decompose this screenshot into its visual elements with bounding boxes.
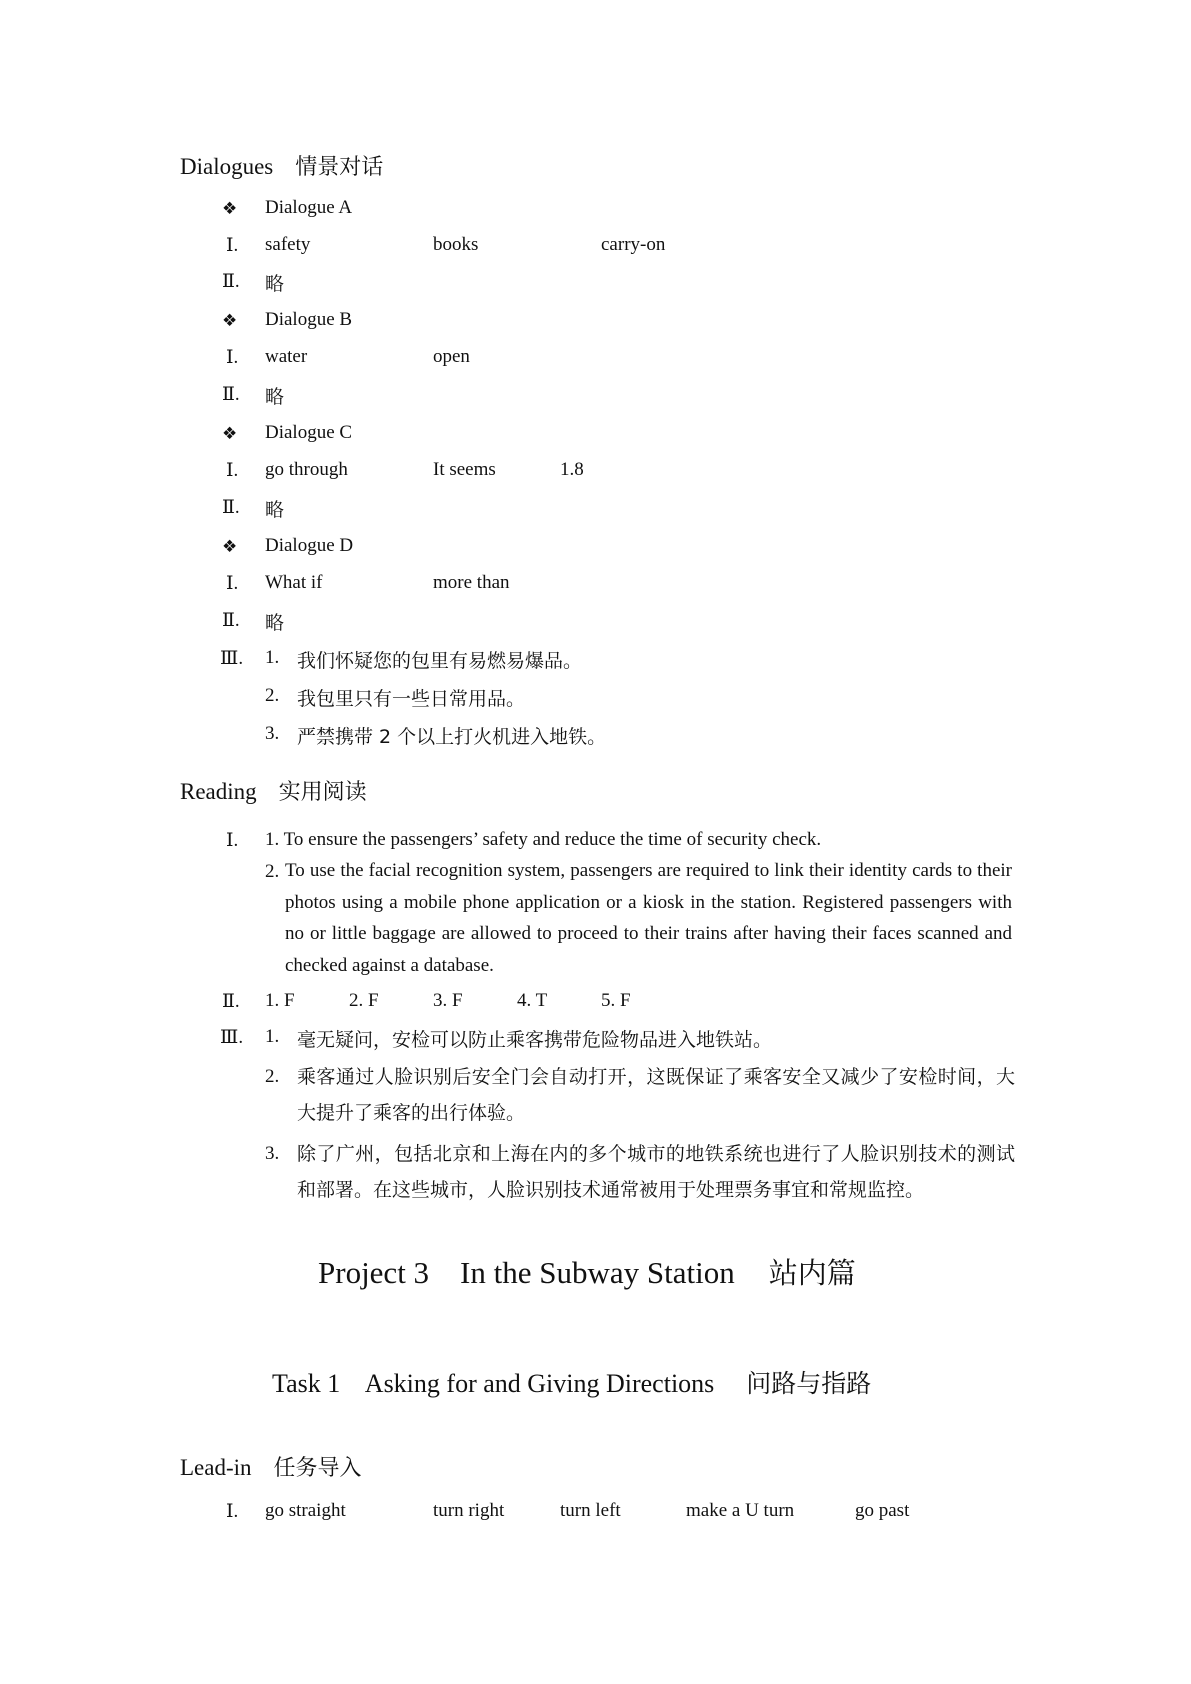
translation-number: 1. xyxy=(265,647,280,668)
bullet-diamond-icon: ❖ xyxy=(222,311,238,331)
direction-phrase: make a U turn xyxy=(686,1500,795,1521)
answer-word: 1.8 xyxy=(560,459,584,480)
roman-numeral: Ⅰ. xyxy=(226,460,239,481)
answer-word: books xyxy=(433,234,479,255)
bullet-diamond-icon: ❖ xyxy=(222,424,238,444)
omitted-text: 略 xyxy=(265,499,285,521)
answer-word: What if xyxy=(265,572,323,593)
reading-heading xyxy=(180,775,367,806)
roman-numeral: Ⅱ. xyxy=(222,610,240,631)
omitted-text: 略 xyxy=(265,386,285,408)
bullet-diamond-icon: ❖ xyxy=(222,537,238,557)
dialogues-heading-en: Dialogues xyxy=(180,154,274,179)
answer-word: water xyxy=(265,346,308,367)
dialogue-c-title: Dialogue C xyxy=(265,422,353,443)
answer-word: go through xyxy=(265,459,348,480)
answer-word: It seems xyxy=(433,459,496,480)
translation-number: 2. xyxy=(265,1066,280,1087)
translation-text: 严禁携带 2 个以上打火机进入地铁。 xyxy=(297,726,607,748)
translation-text: 乘客通过人脸识别后安全门会自动打开，这既保证了乘客安全又减少了安检时间，大大提升了乘客的出行体验。 xyxy=(297,1066,1015,1124)
direction-phrase: turn left xyxy=(560,1500,621,1521)
roman-numeral: Ⅰ. xyxy=(226,347,239,368)
roman-numeral: Ⅱ. xyxy=(222,271,240,292)
leadin-heading-cn: 任务导入 xyxy=(273,1456,362,1481)
roman-numeral: Ⅱ. xyxy=(222,991,240,1012)
reading-answer-2-body: To use the facial recognition system, passengers are required to link their identity cards to their photos using a mobile phone application or a kiosk in the station. Registered passengers with no or little baggage are allowed to proceed to their trains after having their faces scanned and checked against a database. xyxy=(285,860,1012,976)
translation-number: 1. xyxy=(265,1026,280,1047)
roman-numeral: Ⅱ. xyxy=(222,384,240,405)
answer-word: more than xyxy=(433,572,510,593)
tf-answer: 3. F xyxy=(433,990,463,1011)
tf-answer: 5. F xyxy=(601,990,631,1011)
dialogues-heading xyxy=(180,150,383,181)
reading-answer-2-text xyxy=(285,855,1012,981)
leadin-heading xyxy=(180,1451,362,1482)
translation-text: 我包里只有一些日常用品。 xyxy=(297,688,526,710)
roman-numeral: Ⅰ. xyxy=(226,830,239,851)
translation-text: 毫无疑问，安检可以防止乘客携带危险物品进入地铁站。 xyxy=(297,1029,773,1051)
task-title-en: Task 1 Asking for and Giving Directions xyxy=(272,1369,715,1398)
dialogue-a-title: Dialogue A xyxy=(265,197,353,218)
answer-word: carry-on xyxy=(601,234,666,255)
reading-answer-2-number: 2. xyxy=(265,861,280,882)
reading-answer-1: 1. To ensure the passengers’ safety and reduce the time of security check. xyxy=(265,829,822,850)
answer-word: open xyxy=(433,346,470,367)
roman-numeral: Ⅰ. xyxy=(226,573,239,594)
roman-numeral: Ⅲ. xyxy=(220,1027,244,1048)
project-title xyxy=(318,1251,856,1292)
translation-text: 我们怀疑您的包里有易燃易爆品。 xyxy=(297,650,583,672)
bullet-diamond-icon: ❖ xyxy=(222,199,238,219)
omitted-text: 略 xyxy=(265,273,285,295)
answer-word: safety xyxy=(265,234,311,255)
omitted-text: 略 xyxy=(265,612,285,634)
translation-text: 除了广州，包括北京和上海在内的多个城市的地铁系统也进行了人脸识别技术的测试和部署。在这些城市，人脸识别技术通常被用于处理票务事宜和常规监控。 xyxy=(297,1143,1015,1201)
tf-answer: 4. T xyxy=(517,990,548,1011)
roman-numeral: Ⅰ. xyxy=(226,1501,239,1522)
task-title-cn: 问路与指路 xyxy=(746,1369,872,1398)
roman-numeral: Ⅰ. xyxy=(226,235,239,256)
direction-phrase: go straight xyxy=(265,1500,346,1521)
project-title-en: Project 3 In the Subway Station xyxy=(318,1255,735,1290)
roman-numeral: Ⅲ. xyxy=(220,648,244,669)
task-title xyxy=(272,1364,871,1400)
reading-heading-en: Reading xyxy=(180,779,257,804)
tf-answer: 2. F xyxy=(349,990,379,1011)
tf-answer: 1. F xyxy=(265,990,295,1011)
dialogue-b-title: Dialogue B xyxy=(265,309,353,330)
direction-phrase: go past xyxy=(855,1500,910,1521)
reading-heading-cn: 实用阅读 xyxy=(278,780,367,805)
dialogue-d-title: Dialogue D xyxy=(265,535,354,556)
leadin-heading-en: Lead-in xyxy=(180,1455,252,1480)
dialogues-heading-cn: 情景对话 xyxy=(295,155,384,180)
translation-number: 3. xyxy=(265,1143,280,1164)
translation-number: 2. xyxy=(265,685,280,706)
project-title-cn: 站内篇 xyxy=(768,1256,856,1290)
translation-number: 3. xyxy=(265,723,280,744)
direction-phrase: turn right xyxy=(433,1500,505,1521)
roman-numeral: Ⅱ. xyxy=(222,497,240,518)
